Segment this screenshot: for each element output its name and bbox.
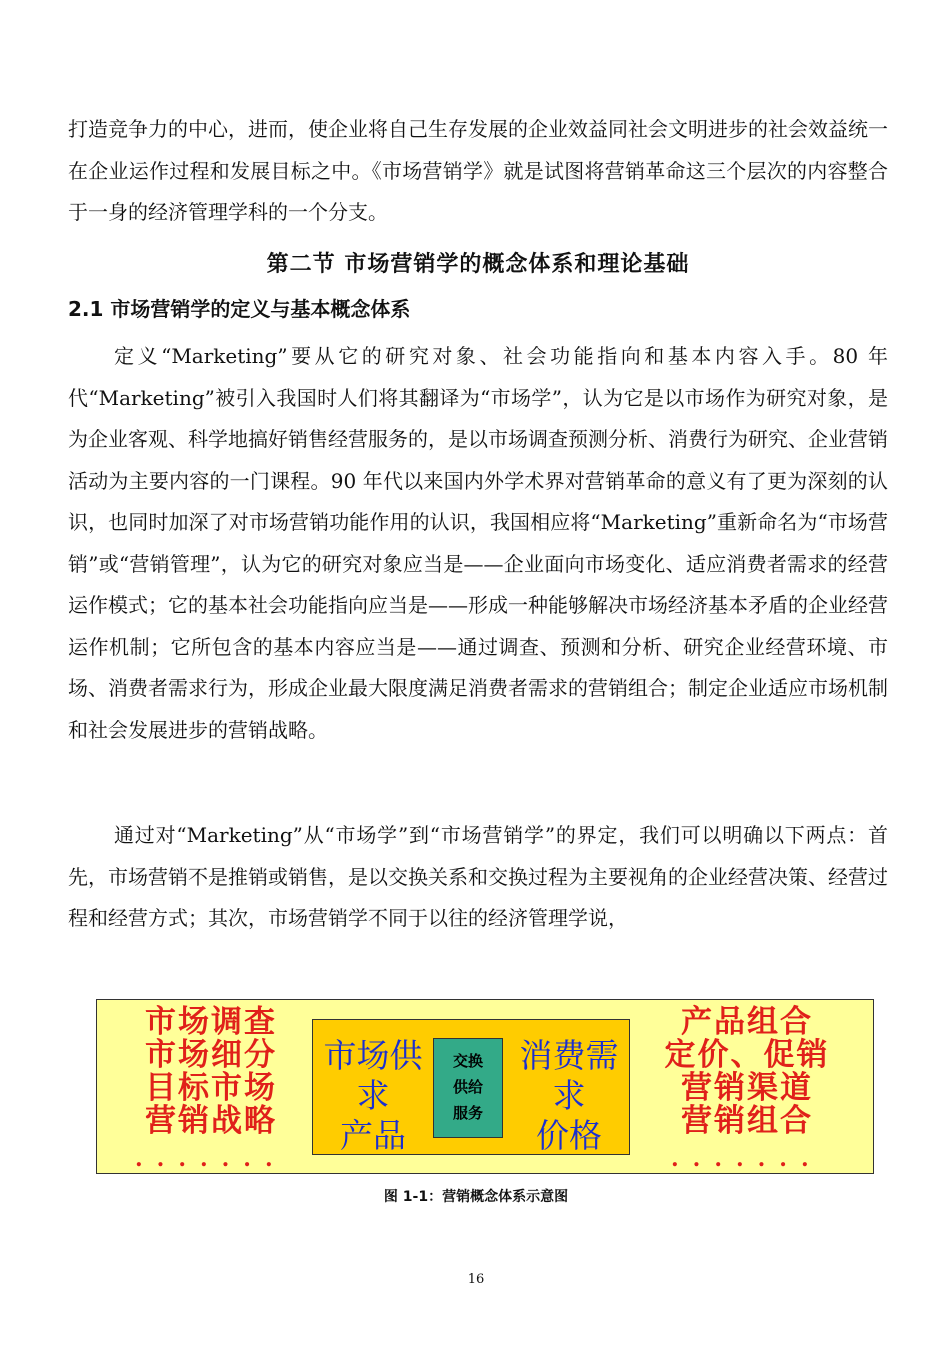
diagram-left-column [113,1006,309,1138]
diagram-left-item: 市场细分 [145,1037,277,1073]
diagram-demand-line: 价格 [536,1116,602,1155]
figure-caption: 图 1-1：营销概念体系示意图 [383,1189,569,1205]
diagram-left-item: 市场调查 [145,1004,277,1040]
diagram-right-item: 定价、促销 [664,1037,830,1073]
diagram-center-box [312,1019,630,1155]
diagram-right-item: 产品组合 [681,1004,813,1040]
paragraph-definition: 定义“Marketing”要从它的研究对象、社会功能指向和基本内容入手。80 年代“Marketing”被引入我国时人们将其翻译为“市场学”，认为它是以市场作为研究对象，是为企业客观、科学地搞好销售经营服务的，是以市场调查预测分析、消费行为研究、企业营销活动为主要内容的一门课程。90 年代以来国内外学术界对营销革命的意义有了更为深刻的认识，也同时加深了对市场营销功能作用的认识，我国相应将“Marketing”重新命名为“市场营销”或“营销管理”，认为它的研究对象应当是——企业面向市场变化、适应消费者需求的经营运作模式；它的基本社会功能指向应当是——形成一种能够解决市场经济基本矛盾的企业经营运作机制；它所包含的基本内容应当是——通过调查、预测和分析、研究企业经营环境、市场、消费者需求行为，形成企业最大限度满足消费者需求的营销组合；制定企业适应市场机制和社会发展进步的营销战略。 [68,344,888,742]
diagram-left-item: 目标市场 [145,1070,277,1106]
subsection-title: 2.1 市场营销学的定义与基本概念体系 [68,297,411,321]
diagram-exchange-line: 交换 [452,1052,483,1070]
diagram-right-column [627,1006,867,1138]
diagram-demand-line: 消费需求 [519,1036,619,1115]
diagram-left-ellipsis: ....... [135,1146,287,1172]
page-number: 16 [467,1272,485,1287]
diagram-right-item: 营销组合 [681,1103,813,1139]
diagram-demand-label [509,1036,629,1156]
paragraph-conclusion: 通过对“Marketing”从“市场学”到“市场营销学”的界定，我们可以明确以下两点：首先，市场营销不是推销或销售，是以交换关系和交换过程为主要视角的企业经营决策、经营过程和经营方式；其次，市场营销学不同于以往的经济管理学说， [68,823,888,930]
paragraph-intro: 打造竞争力的中心，进而，使企业将自己生存发展的企业效益同社会文明进步的社会效益统一在企业运作过程和发展目标之中。《市场营销学》就是试图将营销革命这三个层次的内容整合于一身的经济管理学科的一个分支。 [68,117,888,224]
diagram-exchange-line: 供给 [452,1078,483,1096]
diagram-exchange-box [433,1038,503,1138]
diagram-left-item: 营销战略 [145,1103,277,1139]
diagram-exchange-line: 服务 [452,1104,483,1122]
diagram-supply-line: 产品 [340,1116,406,1155]
marketing-concept-diagram [96,999,874,1174]
diagram-right-item: 营销渠道 [681,1070,813,1106]
section-title: 第二节 市场营销学的概念体系和理论基础 [266,252,690,277]
diagram-supply-label [313,1036,433,1156]
diagram-supply-line: 市场供求 [323,1036,423,1115]
diagram-right-ellipsis: ....... [671,1146,823,1172]
